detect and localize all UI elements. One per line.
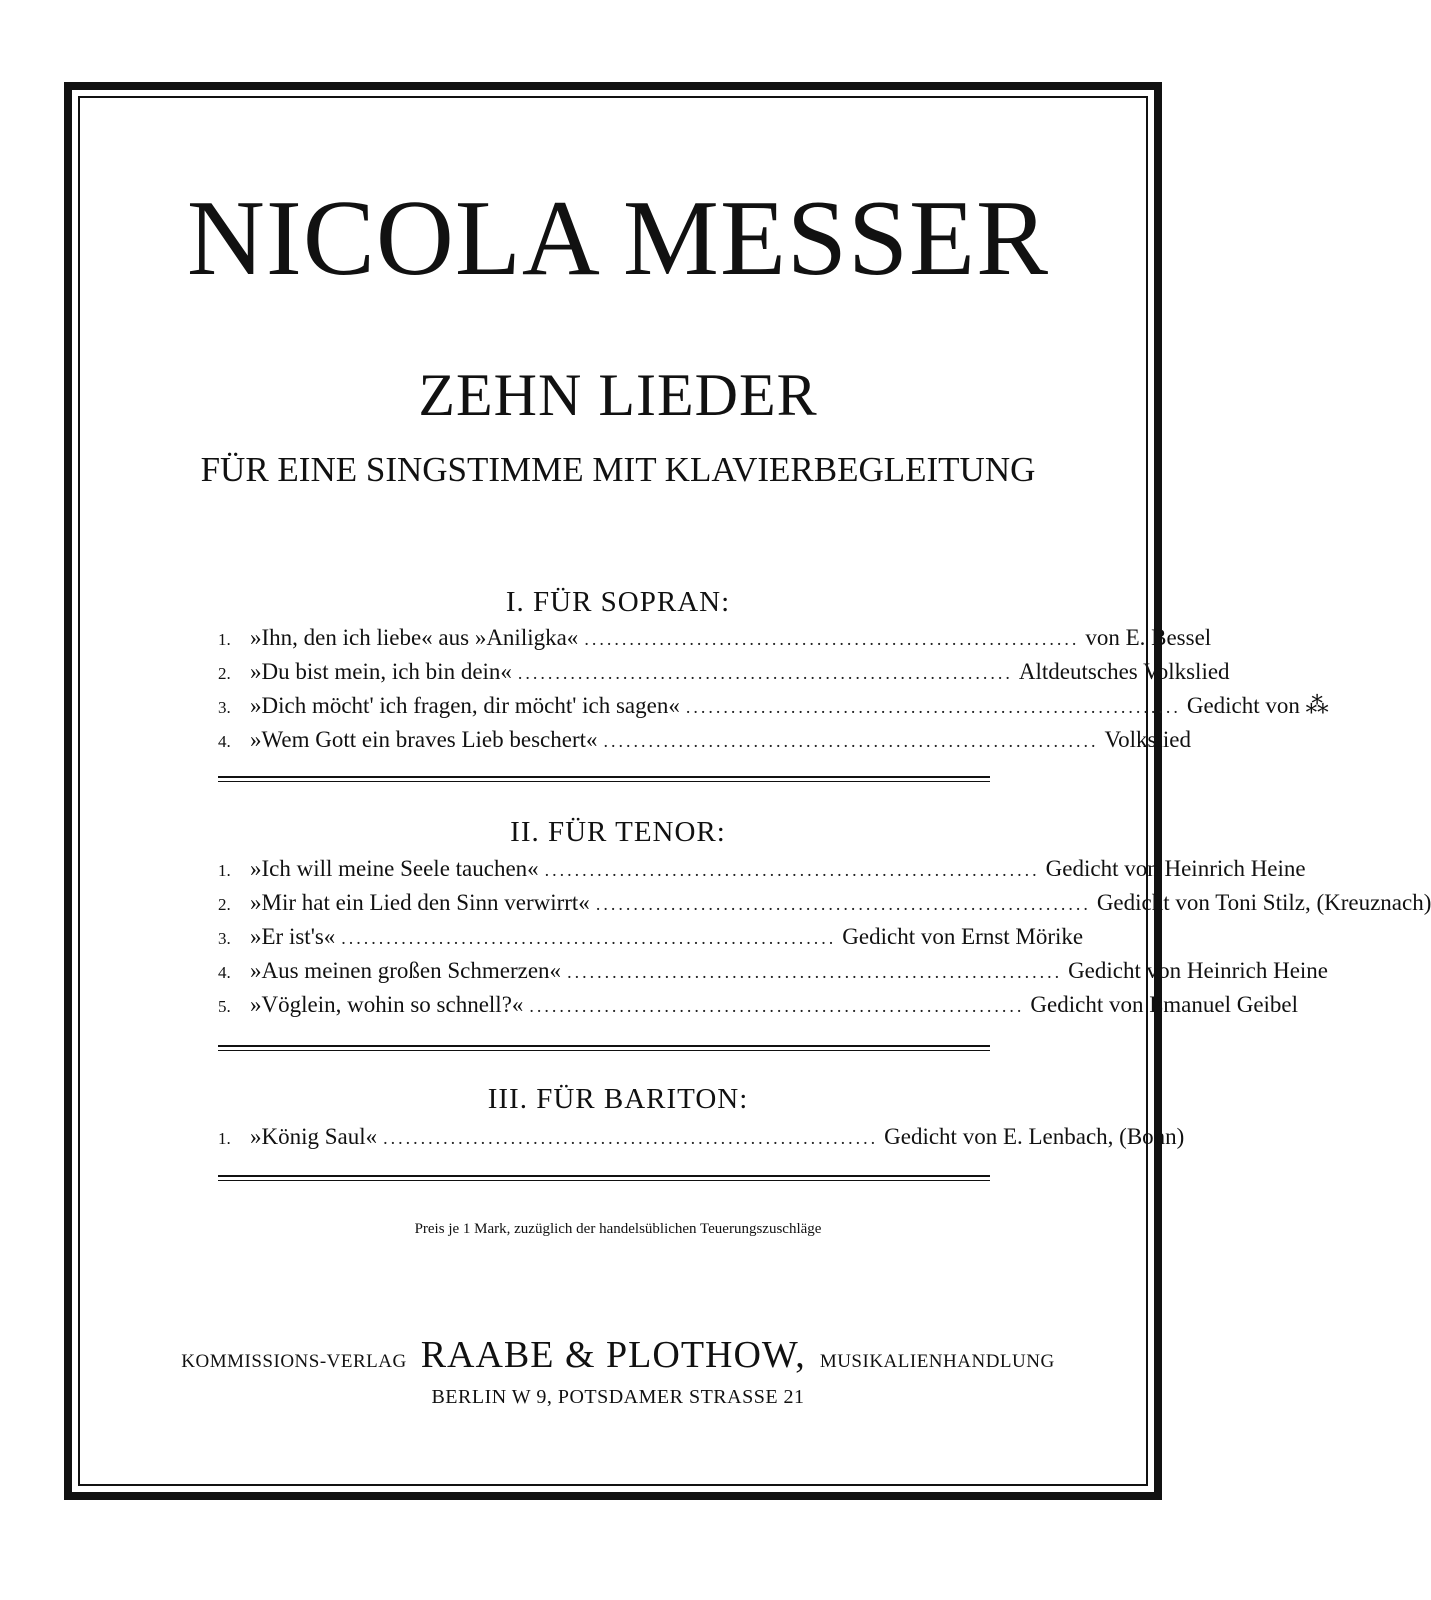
song-number: 3. — [218, 929, 231, 948]
song-title: »Ich will meine Seele tauchen« — [250, 856, 539, 881]
dot-leader: .................................................................. — [544, 860, 1040, 880]
song-author: Gedicht von E. Lenbach, (Bonn) — [884, 1124, 1185, 1149]
song-number: 2. — [218, 664, 231, 683]
song-author: Gedicht von Toni Stilz, (Kreuznach) — [1096, 890, 1431, 915]
list-item — [218, 693, 1329, 727]
song-author: Gedicht von Heinrich Heine — [1045, 856, 1306, 881]
composer-name: NICOLA MESSER — [186, 179, 1050, 298]
list-item — [218, 856, 1306, 890]
price-note: Preis je 1 Mark, zuzüglich der handelsüblichen Teuerungszuschläge — [414, 1221, 822, 1237]
song-list-tenor — [218, 856, 1431, 1026]
section-heading-bariton: III. FÜR BARITON: — [487, 1083, 749, 1115]
list-item — [218, 1124, 1185, 1158]
song-author: Gedicht von Ernst Mörike — [842, 924, 1084, 949]
publisher-line — [0, 1336, 1236, 1374]
song-list-sopran — [218, 625, 1329, 761]
song-title: »Du bist mein, ich bin dein« — [250, 659, 512, 684]
publisher-suffix: MUSIKALIENHANDLUNG — [819, 1351, 1055, 1372]
section-divider — [218, 776, 990, 782]
song-number: 4. — [218, 732, 231, 751]
list-item — [218, 958, 1329, 992]
dot-leader: .................................................................. — [603, 731, 1099, 751]
section-divider — [218, 1175, 990, 1181]
dot-leader: .................................................................. — [383, 1128, 879, 1148]
song-title: »Aus meinen großen Schmerzen« — [250, 958, 562, 983]
list-item — [218, 659, 1230, 693]
dot-leader: .................................................................. — [685, 697, 1181, 717]
publisher-prefix: KOMMISSIONS-VERLAG — [181, 1351, 407, 1372]
song-title: »Vöglein, wohin so schnell?« — [250, 992, 524, 1017]
section-heading-tenor: II. FÜR TENOR: — [510, 816, 726, 848]
dot-leader: .................................................................. — [341, 928, 837, 948]
song-author: Gedicht von ⁂ — [1186, 693, 1329, 718]
song-title: »Ihn, den ich liebe« aus »Aniligka« — [250, 625, 579, 650]
song-title: »Mir hat ein Lied den Sinn verwirrt« — [250, 890, 590, 915]
list-item — [218, 924, 1084, 958]
work-title: ZEHN LIEDER — [418, 362, 818, 428]
song-number: 4. — [218, 963, 231, 982]
song-author: Altdeutsches Volkslied — [1018, 659, 1230, 684]
dot-leader: .................................................................. — [517, 663, 1013, 683]
page-border-inner — [78, 96, 1148, 1486]
publisher-address: BERLIN W 9, POTSDAMER STRASSE 21 — [431, 1386, 805, 1408]
song-author: Gedicht von Heinrich Heine — [1068, 958, 1329, 983]
song-number: 2. — [218, 895, 231, 914]
list-item — [218, 992, 1299, 1026]
song-author: von E. Bessel — [1085, 625, 1212, 650]
work-subtitle: FÜR EINE SINGSTIMME MIT KLAVIERBEGLEITUNG — [200, 450, 1036, 489]
list-item — [218, 890, 1431, 924]
song-title: »Er ist's« — [250, 924, 336, 949]
song-number: 5. — [218, 997, 231, 1016]
list-item — [218, 727, 1191, 761]
song-title: »Wem Gott ein braves Lieb beschert« — [250, 727, 598, 752]
song-list-bariton — [218, 1124, 1185, 1158]
song-number: 1. — [218, 861, 231, 880]
dot-leader: .................................................................. — [567, 962, 1063, 982]
song-number: 1. — [218, 630, 231, 649]
list-item — [218, 625, 1212, 659]
dot-leader: .................................................................. — [584, 629, 1080, 649]
song-title: »Dich möcht' ich fragen, dir möcht' ich sagen« — [250, 693, 680, 718]
song-title: »König Saul« — [250, 1124, 378, 1149]
song-author: Volkslied — [1104, 727, 1191, 752]
dot-leader: .................................................................. — [529, 996, 1025, 1016]
publisher-name: RAABE & PLOTHOW, — [420, 1334, 806, 1376]
song-number: 1. — [218, 1129, 231, 1148]
song-number: 3. — [218, 698, 231, 717]
dot-leader: .................................................................. — [595, 894, 1091, 914]
section-heading-sopran: I. FÜR SOPRAN: — [505, 586, 731, 618]
section-divider — [218, 1045, 990, 1051]
song-author: Gedicht von Emanuel Geibel — [1030, 992, 1299, 1017]
